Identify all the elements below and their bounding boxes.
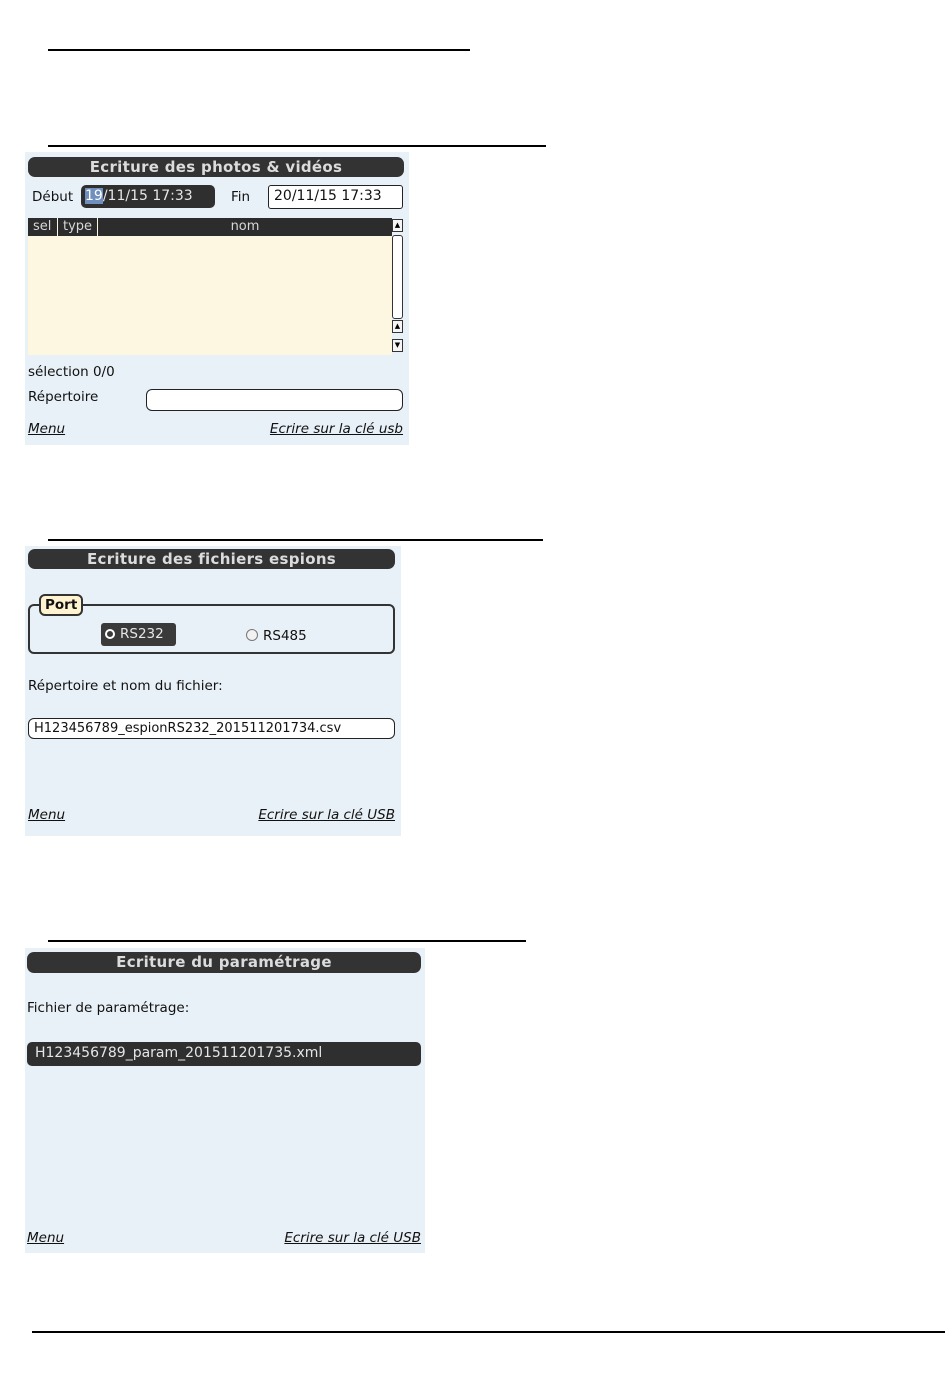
section-rule-param	[48, 940, 526, 942]
debut-date-field[interactable]	[81, 185, 215, 208]
repertoire-label: Répertoire	[28, 389, 99, 405]
debut-date-text: /11/15 17:33	[102, 188, 193, 204]
port-legend: Port	[39, 594, 83, 616]
radio-rs232[interactable]	[101, 623, 176, 646]
debut-label: Début	[32, 189, 74, 205]
param-file-label: Fichier de paramétrage:	[27, 1000, 190, 1016]
scrollbar-thumb[interactable]	[392, 235, 403, 319]
spy-file-input[interactable]: H123456789_espionRS232_201511201734.csv	[28, 718, 395, 739]
scroll-down-arrow-icon[interactable]: ▼	[392, 339, 403, 352]
fin-label: Fin	[231, 189, 251, 205]
param-panel-title: Ecriture du paramétrage	[27, 952, 421, 973]
spy-file-label: Répertoire et nom du fichier:	[28, 678, 223, 694]
column-header-nom-label: nom	[230, 219, 260, 234]
param-file-input[interactable]: H123456789_param_201511201735.xml	[27, 1042, 421, 1066]
param-panel	[25, 948, 425, 1253]
column-header-nom[interactable]	[98, 218, 392, 236]
spy-panel-title: Ecriture des fichiers espions	[28, 549, 395, 569]
column-header-type[interactable]: type	[58, 218, 97, 236]
repertoire-input[interactable]	[146, 389, 403, 411]
column-header-sel[interactable]: sel	[28, 218, 57, 236]
spy-menu-link[interactable]: Menu	[28, 807, 66, 823]
radio-rs232-label: RS232	[120, 626, 164, 642]
footer-rule	[32, 1331, 945, 1333]
photos-panel	[25, 152, 409, 445]
top-rule	[48, 49, 470, 51]
spy-write-usb-link[interactable]: Ecrire sur la clé USB	[258, 807, 395, 823]
debut-date-selected-text: 19	[85, 188, 103, 204]
port-groupbox	[28, 604, 395, 654]
scroll-up-arrow-icon[interactable]: ▲	[392, 219, 403, 232]
radio-rs485-label: RS485	[263, 628, 307, 644]
radio-unselected-icon	[246, 629, 258, 641]
photos-panel-title: Ecriture des photos & vidéos	[28, 157, 404, 177]
media-list[interactable]	[28, 218, 392, 355]
section-rule-photos	[48, 145, 546, 147]
scroll-page-up-arrow-icon[interactable]: ▲	[392, 320, 403, 333]
write-usb-link[interactable]: Ecrire sur la clé usb	[269, 421, 403, 437]
section-rule-spy	[48, 539, 543, 541]
menu-link[interactable]: Menu	[28, 421, 66, 437]
spy-panel	[25, 546, 401, 836]
param-menu-link[interactable]: Menu	[27, 1230, 65, 1246]
radio-selected-icon	[105, 629, 115, 639]
param-write-usb-link[interactable]: Ecrire sur la clé USB	[284, 1230, 421, 1246]
radio-rs485[interactable]	[246, 628, 307, 644]
fin-date-field[interactable]: 20/11/15 17:33	[268, 185, 403, 209]
selection-count: sélection 0/0	[28, 364, 115, 380]
